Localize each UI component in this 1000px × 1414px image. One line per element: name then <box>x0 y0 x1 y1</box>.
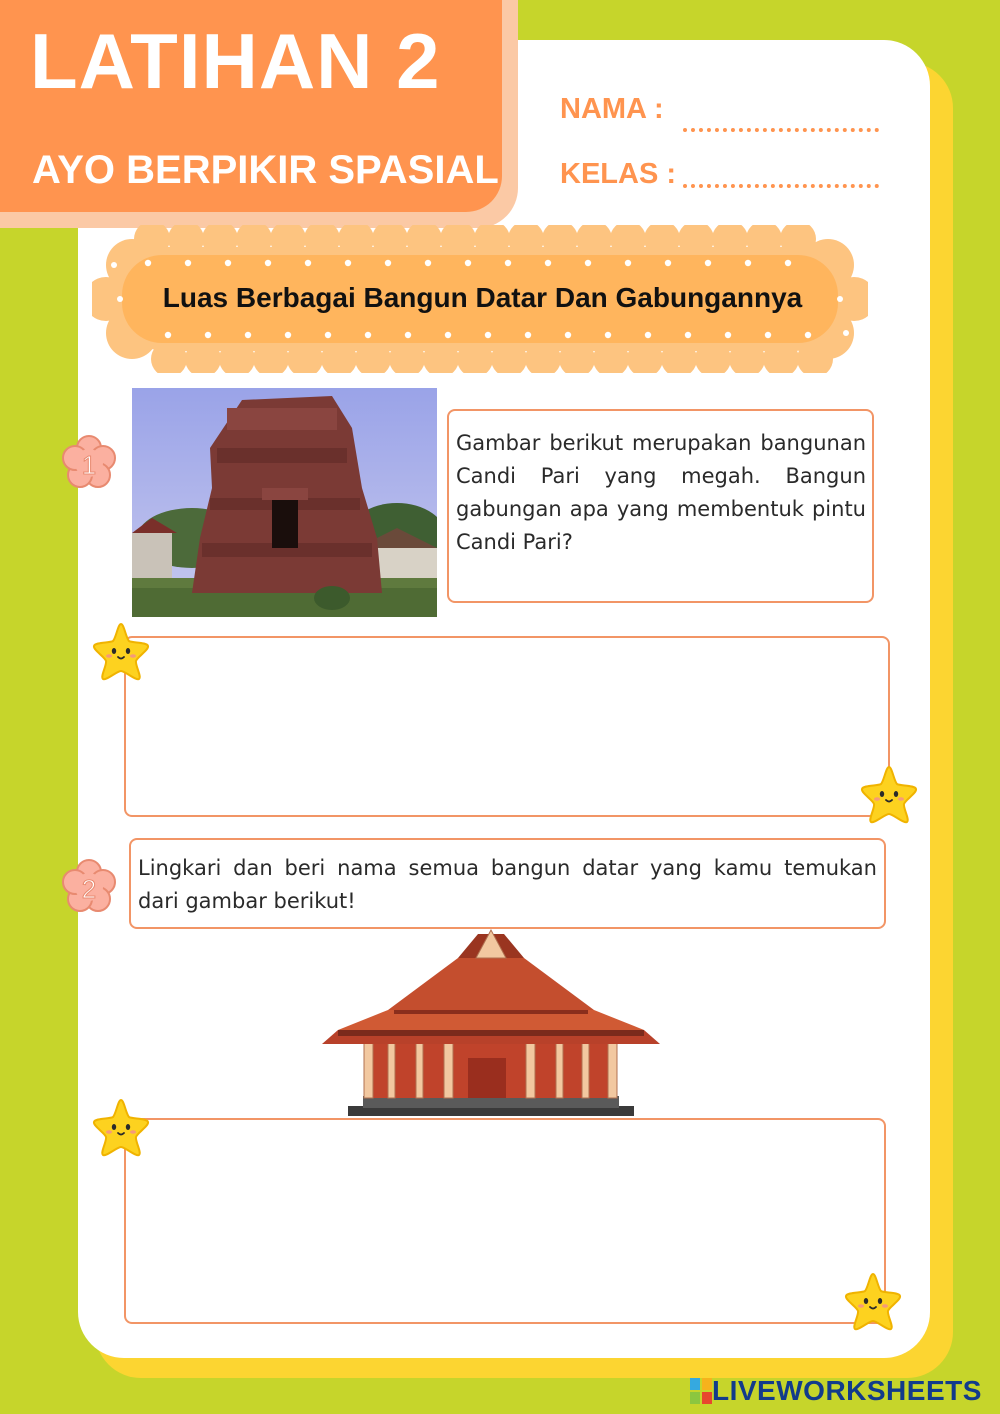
smiling-star-icon <box>90 620 152 686</box>
question-2-badge <box>60 858 118 920</box>
candi-pari-photo <box>132 388 437 617</box>
question-2-text: Lingkari dan beri nama semua bangun datar yang kamu temukan dari gambar berikut! <box>138 856 877 913</box>
class-label: KELAS : <box>560 158 676 190</box>
answer-2-box[interactable] <box>124 1118 886 1324</box>
question-1-badge <box>60 434 118 496</box>
question-1-text: Gambar berikut merupakan bangunan Candi Pari yang megah. Bangun gabungan apa yang membentuk pintu Candi Pari? <box>456 431 866 554</box>
name-label: NAMA : <box>560 93 664 125</box>
joglo-house-illustration <box>318 928 664 1116</box>
name-field[interactable] <box>683 128 879 132</box>
liveworksheets-logo[interactable] <box>690 1374 982 1408</box>
smiling-star-icon <box>842 1270 904 1336</box>
question-1-box <box>447 409 874 603</box>
title-banner <box>0 0 502 212</box>
banner-title: LATIHAN 2 <box>30 17 441 105</box>
question-2-box <box>129 838 886 929</box>
smiling-star-icon <box>858 763 920 829</box>
class-field[interactable] <box>683 184 879 188</box>
liveworksheets-logo-icon <box>690 1378 712 1404</box>
question-2-number: 2 <box>81 873 97 904</box>
answer-1-box[interactable] <box>124 636 890 817</box>
smiling-star-icon <box>90 1096 152 1162</box>
banner-subtitle: AYO BERPIKIR SPASIAL <box>32 148 499 192</box>
question-1-number: 1 <box>81 449 97 480</box>
liveworksheets-brand: LIVEWORKSHEETS <box>712 1375 982 1406</box>
topic-title: Luas Berbagai Bangun Datar Dan Gabungannya <box>162 282 803 313</box>
